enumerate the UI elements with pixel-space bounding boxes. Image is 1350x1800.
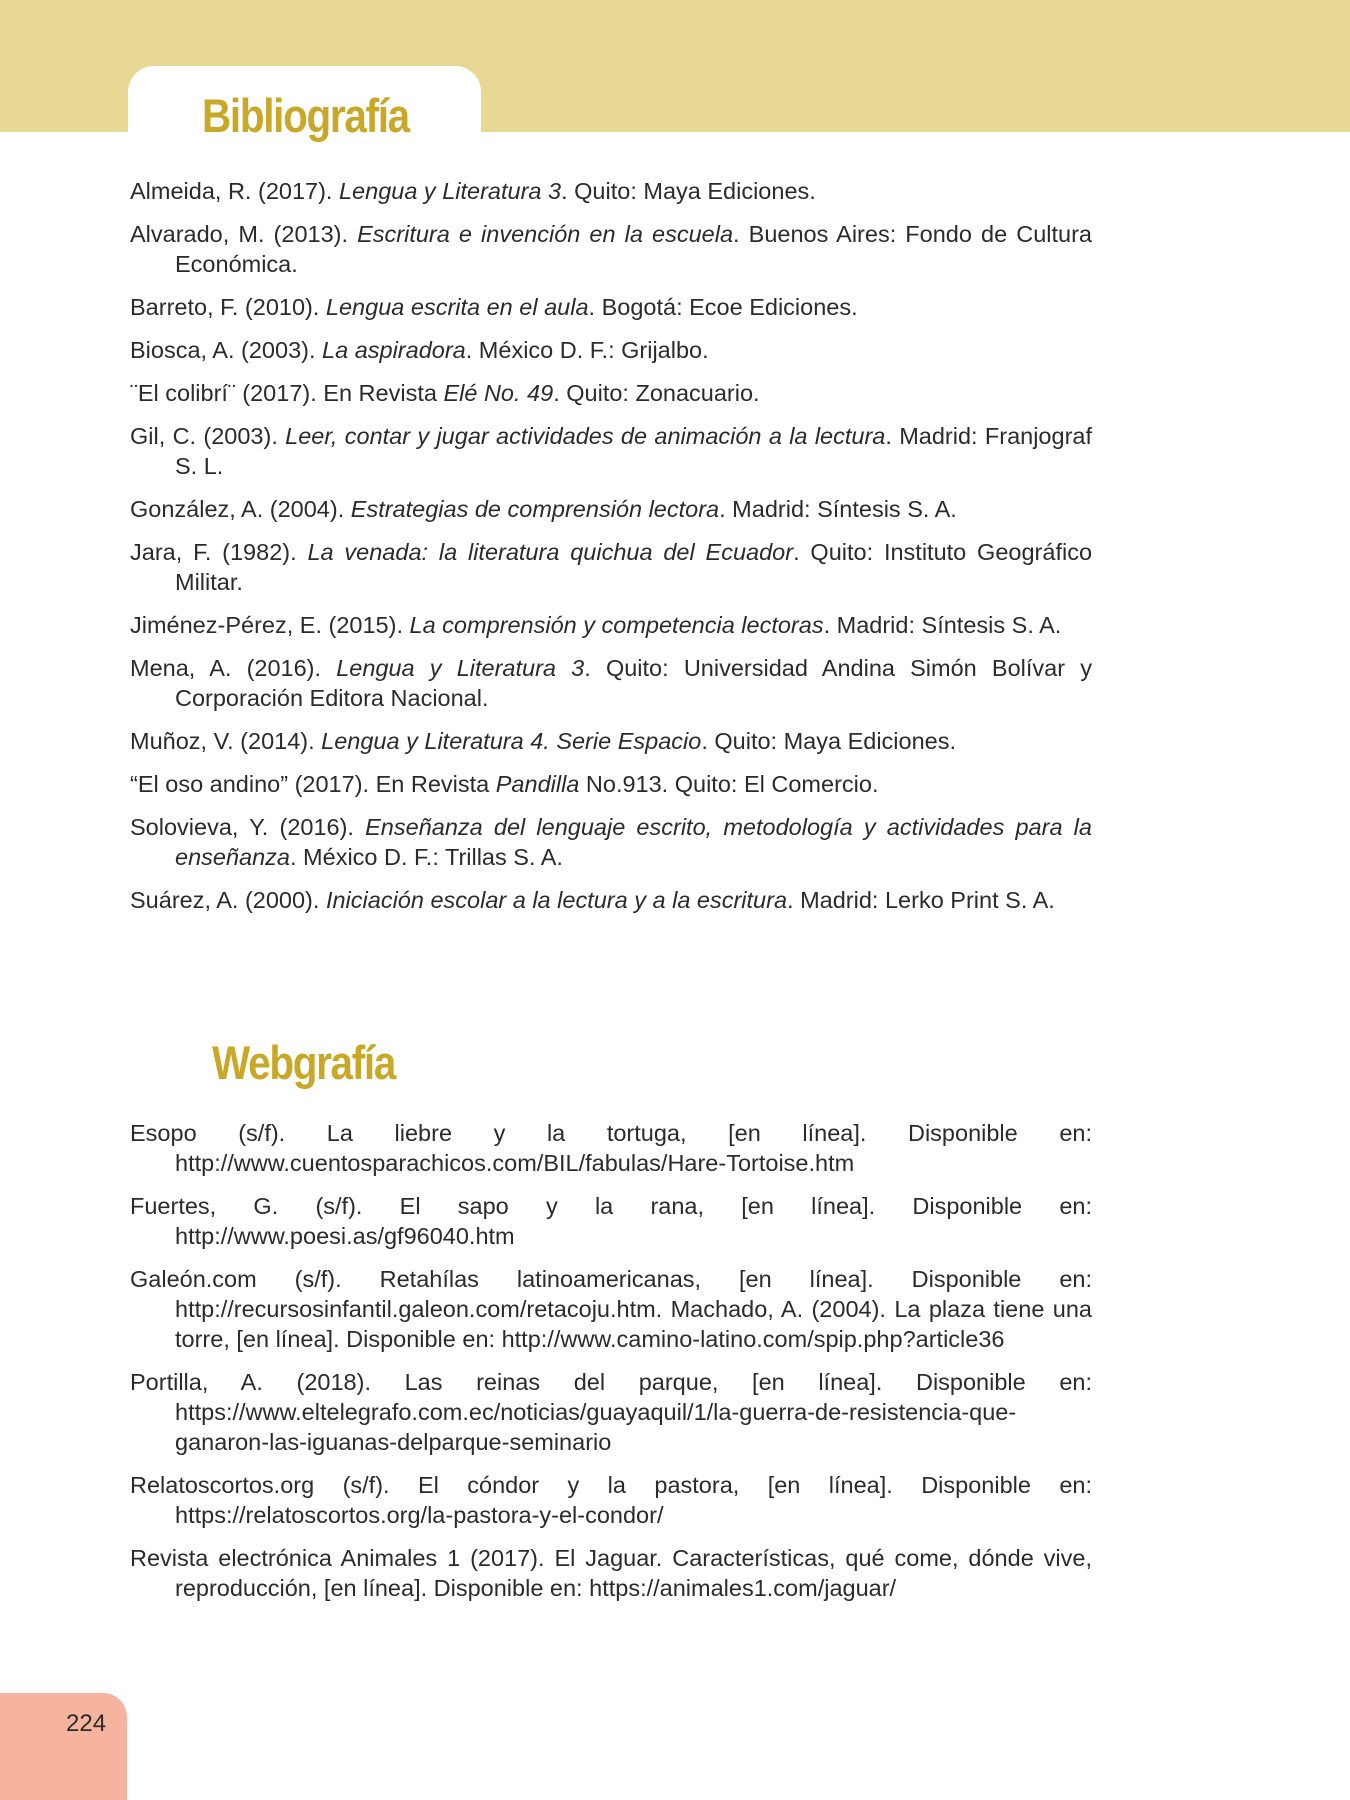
reference-item [130, 726, 1092, 756]
web-reference-item: Esopo (s/f). La liebre y la tortuga, [en línea]. Disponible en: http://www.cuentosparachicos.com/BIL/fabulas/Hare-Tortoise.htm [130, 1120, 1092, 1176]
reference-publisher: . Quito: Universidad Andina Simón Bolívar y Corporación Editora Nacional. [175, 655, 1092, 711]
reference-item [130, 176, 1092, 206]
reference-author: Alvarado, M. (2013). [130, 221, 358, 247]
reference-author: González, A. (2004). [130, 496, 351, 522]
page-number: 224 [66, 1710, 107, 1737]
reference-publisher: No.913. Quito: El Comercio. [579, 771, 879, 797]
reference-title: La comprensión y competencia lectoras [409, 612, 824, 638]
reference-author: Suárez, A. (2000). [130, 887, 326, 913]
reference-publisher: . Quito: Instituto Geográfico Militar. [175, 539, 1093, 595]
bibliography-list [130, 176, 1092, 928]
reference-publisher: . Bogotá: Ecoe Ediciones. [588, 294, 858, 320]
reference-item [130, 494, 1092, 524]
reference-publisher: . México D. F.: Trillas S. A. [290, 844, 563, 870]
reference-item [130, 421, 1092, 481]
reference-item [130, 653, 1092, 713]
reference-title: Leer, contar y jugar actividades de animación a la lectura [285, 423, 886, 449]
web-reference-item: Revista electrónica Animales 1 (2017). El Jaguar. Características, qué come, dónde vive, reproducción, [en línea]. Disponible en: https://animales1.com/jaguar/ [130, 1545, 1092, 1601]
reference-item [130, 885, 1092, 915]
reference-title: Iniciación escolar a la lectura y a la escritura [325, 887, 788, 913]
bibliography-heading: Bibliografía [202, 89, 409, 142]
reference-author: Jara, F. (1982). [130, 539, 308, 565]
webography-list [130, 1118, 1092, 1616]
reference-author: Barreto, F. (2010). [130, 294, 326, 320]
reference-title: Pandilla [495, 771, 580, 797]
reference-item [130, 378, 1092, 408]
webography-heading: Webgrafía [212, 1036, 396, 1089]
reference-author: Almeida, R. (2017). [130, 178, 339, 204]
reference-item [130, 812, 1092, 872]
reference-author: Jiménez-Pérez, E. (2015). [130, 612, 410, 638]
reference-author: Mena, A. (2016). [130, 655, 337, 681]
reference-title: Enseñanza del lenguaje escrito, metodología y actividades para la enseñanza [175, 814, 1092, 870]
reference-publisher: . Quito: Maya Ediciones. [561, 178, 816, 204]
reference-publisher: . Madrid: Síntesis S. A. [719, 496, 957, 522]
reference-title: Lengua y Literatura 4. Serie Espacio [321, 728, 702, 754]
reference-publisher: . México D. F.: Grijalbo. [465, 337, 709, 363]
reference-publisher: . Madrid: Franjograf S. L. [175, 423, 1092, 479]
web-reference-item: Galeón.com (s/f). Retahílas latinoamericanas, [en línea]. Disponible en: http://recursosinfantil.galeon.com/retacoju.htm. Machado, A. (2004). La plaza tiene una torre, [en línea]. Disponible en: http://www.camino-latino.com/spip.php?article36 [130, 1266, 1092, 1352]
reference-publisher: . Madrid: Síntesis S. A. [823, 612, 1062, 638]
reference-title: Elé No. 49 [443, 380, 554, 406]
reference-title: Escritura e invención en la escuela [357, 221, 734, 247]
reference-item [130, 537, 1092, 597]
web-reference-item: Relatoscortos.org (s/f). El cóndor y la pastora, [en línea]. Disponible en: https://relatoscortos.org/la-pastora-y-el-condor/ [130, 1472, 1092, 1528]
reference-title: Lengua escrita en el aula [325, 294, 589, 320]
reference-item [130, 219, 1092, 279]
reference-author: “El oso andino” (2017). En Revista [130, 771, 496, 797]
reference-title: Estrategias de comprensión lectora [350, 496, 720, 522]
reference-title: Lengua y Literatura 3 [336, 655, 585, 681]
reference-publisher: . Madrid: Lerko Print S. A. [787, 887, 1055, 913]
web-reference-item: Portilla, A. (2018). Las reinas del parque, [en línea]. Disponible en: https://www.eltelegrafo.com.ec/noticias/guayaquil/1/la-guerra-de-resistencia-que-ganaron-las-iguanas-delparque-seminario [130, 1369, 1092, 1455]
reference-publisher: . Buenos Aires: Fondo de Cultura Económica. [175, 221, 1093, 277]
reference-author: Gil, C. (2003). [130, 423, 286, 449]
reference-author: Muñoz, V. (2014). [130, 728, 322, 754]
reference-publisher: . Quito: Maya Ediciones. [701, 728, 957, 754]
reference-author: Biosca, A. (2003). [130, 337, 323, 363]
web-reference-item: Fuertes, G. (s/f). El sapo y la rana, [en línea]. Disponible en: http://www.poesi.as/gf96040.htm [130, 1193, 1092, 1249]
reference-author: Solovieva, Y. (2016). [130, 814, 366, 840]
reference-item [130, 769, 1092, 799]
reference-item [130, 292, 1092, 322]
reference-title: Lengua y Literatura 3 [338, 178, 562, 204]
page-number-tab [0, 1693, 127, 1800]
reference-publisher: . Quito: Zonacuario. [553, 380, 760, 406]
reference-title: La aspiradora [322, 337, 466, 363]
reference-item [130, 335, 1092, 365]
reference-item [130, 610, 1092, 640]
reference-author: ¨El colibrí¨ (2017). En Revista [130, 380, 444, 406]
reference-title: La venada: la literatura quichua del Ecuador [307, 539, 794, 565]
